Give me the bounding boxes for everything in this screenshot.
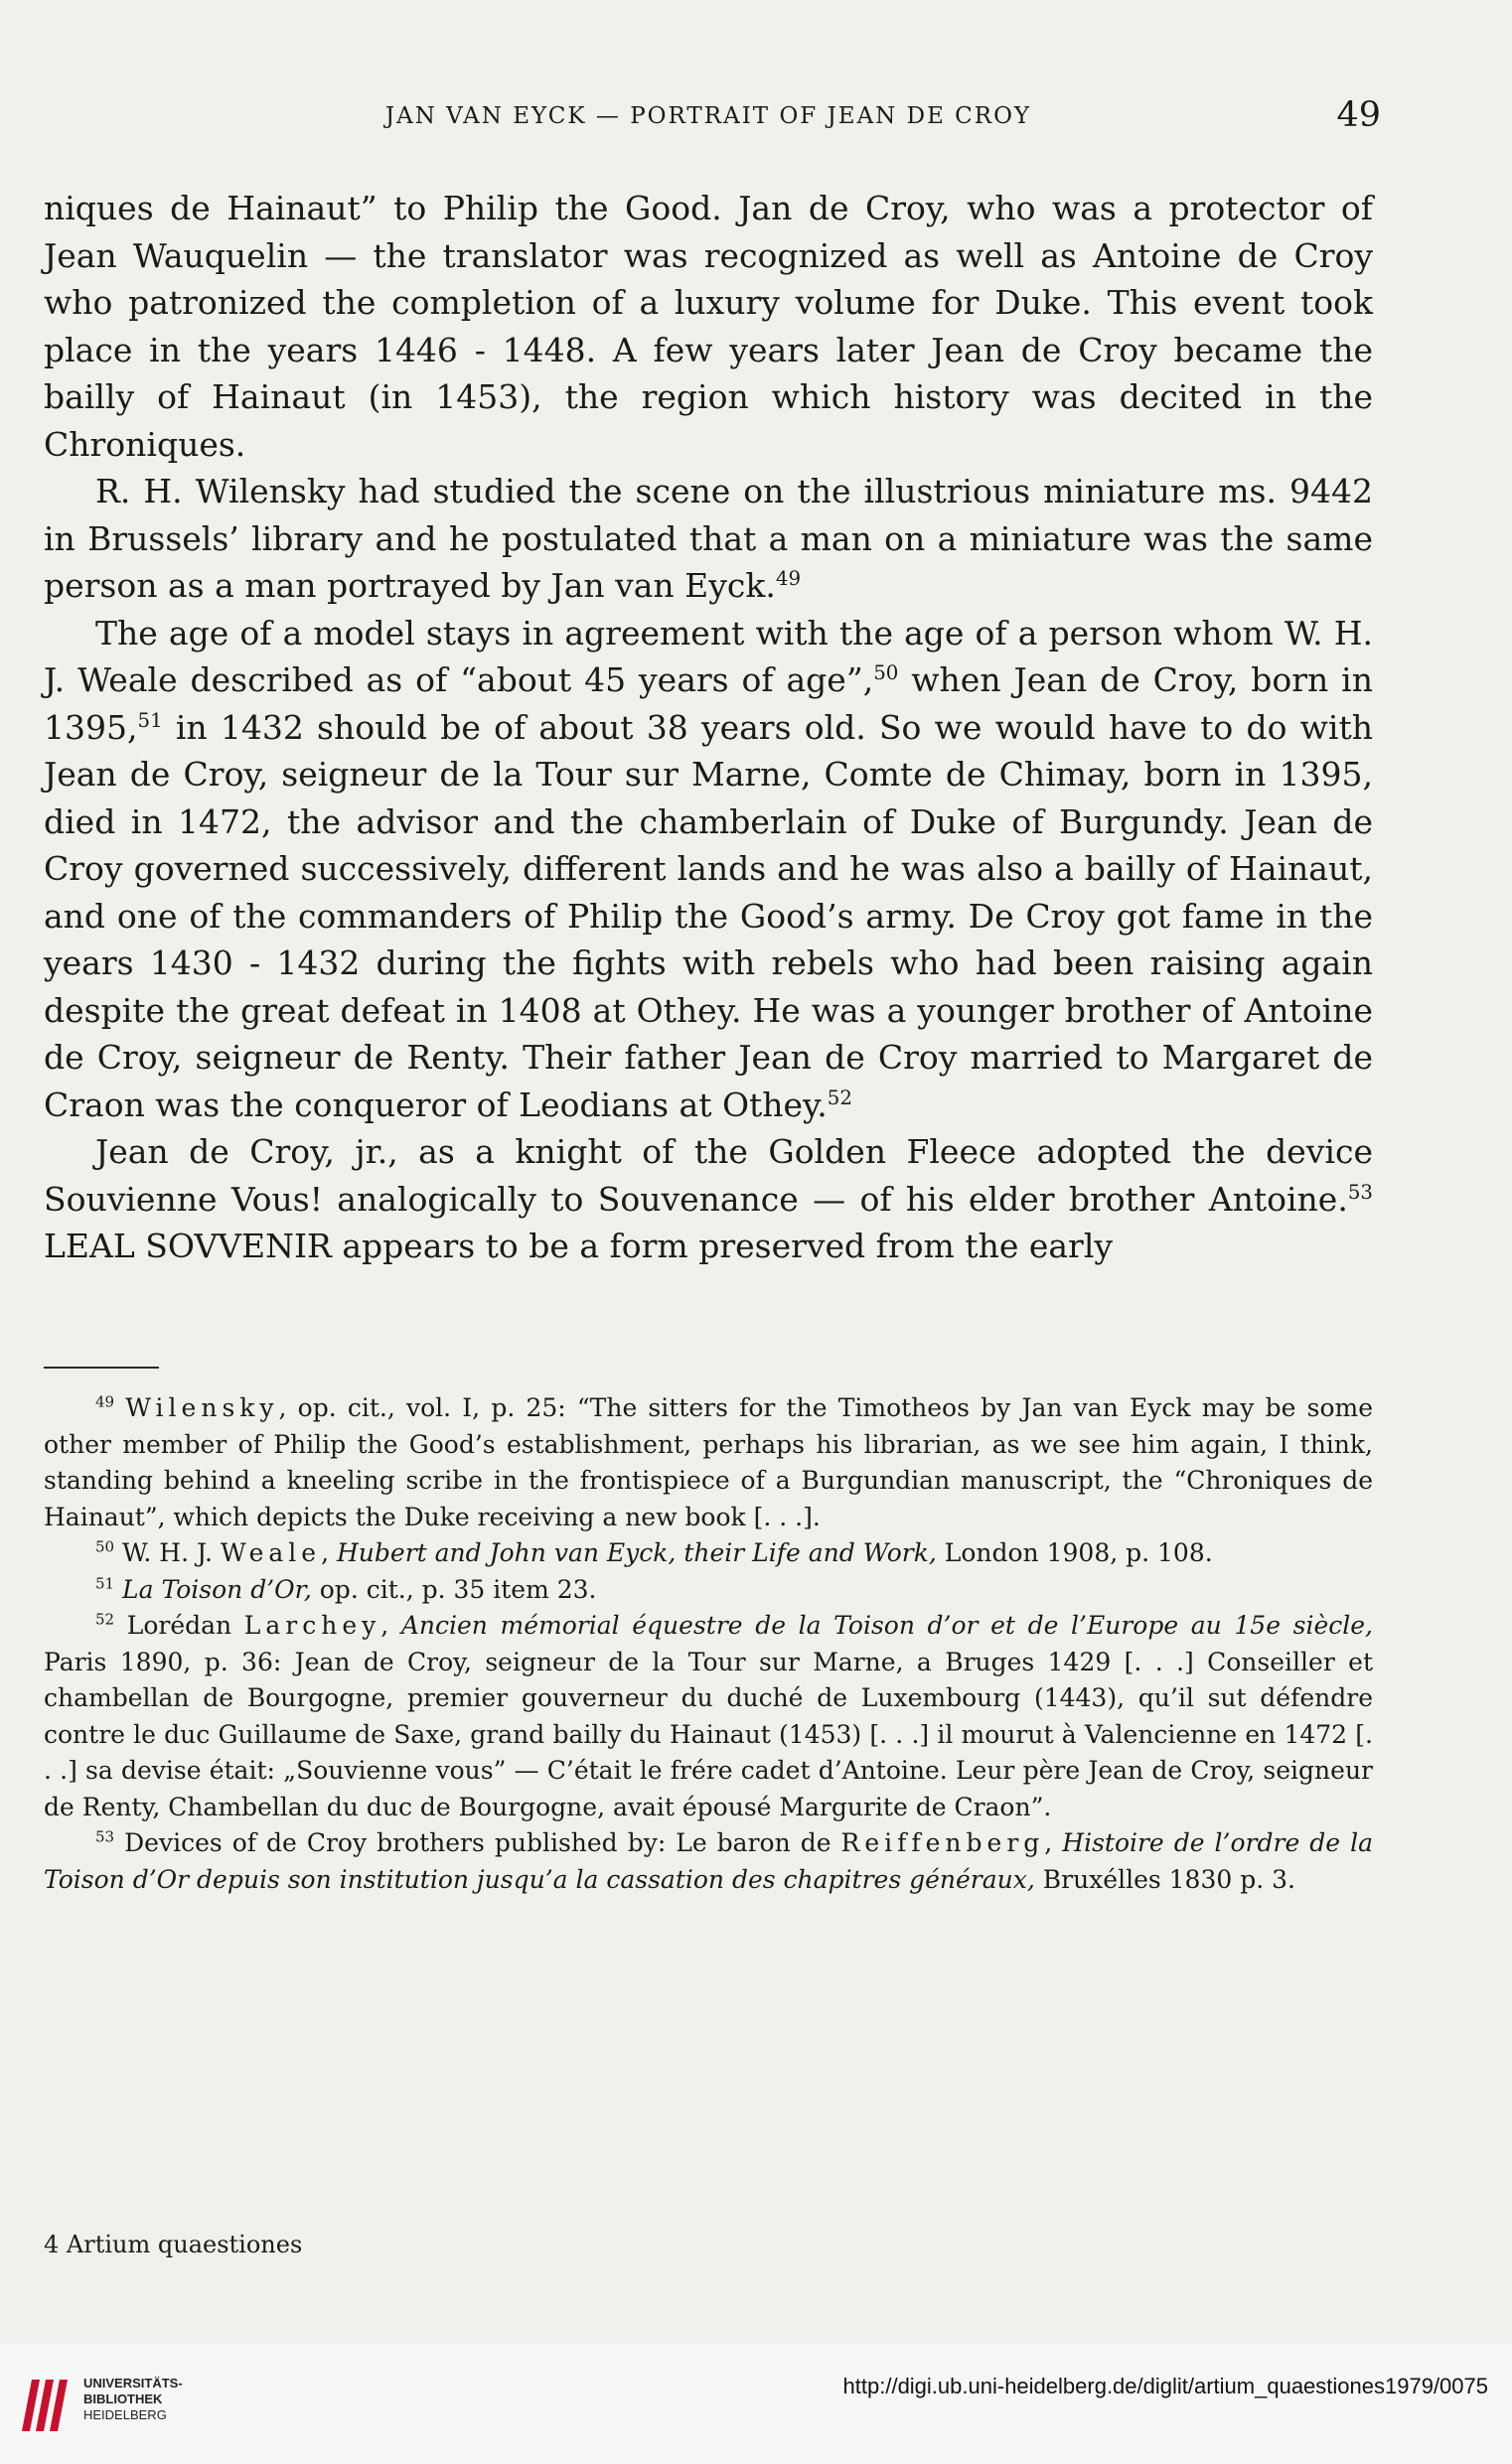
footnote-author: Larchey — [243, 1611, 381, 1640]
footnote-text: op. cit., p. 35 item 23. — [311, 1574, 597, 1604]
footnote-ref-52[interactable]: 52 — [827, 1086, 852, 1109]
footnote-number: 53 — [95, 1827, 115, 1846]
paragraph-1: niques de Hainaut” to Philip the Good. Jan de Croy, who was a protector of Jean Wauquelin — the translator was recognized as well as Antoine de Croy who patronized the completion of a luxury volume for Duke. This event took place in the years 1446 - 1448. A few years later Jean de Croy became the bailly of Hainaut (in 1453), the region which history was decited in the Chroniques. — [44, 189, 1373, 464]
paragraph-3-text-a: The age of a model stays in agreement with the age of a person whom W. H. J. Weale described as of “about 45 years of age”, — [44, 613, 1373, 699]
footnote-text: Bruxélles 1830 p. 3. — [1034, 1864, 1295, 1894]
footnote-number: 52 — [95, 1610, 115, 1629]
footnote-ref-50[interactable]: 50 — [873, 661, 899, 684]
library-name-line-2: BIBLIOTHEK — [83, 2392, 163, 2406]
footnote-ref-49[interactable]: 49 — [775, 567, 802, 590]
footnotes — [44, 1390, 1373, 1898]
footnote-author: Weale — [220, 1538, 322, 1567]
paragraph-3-text-c: in 1432 should be of about 38 years old. So we would have to do with Jean de Croy, seigneur de la Tour sur Marne, Comte de Chimay, born in 1395, died in 1472, the advisor and the chamberlain of Duke of Burgundy. Jean de Croy governed successively, different lands and he was also a bailly of Hainaut, and one of the commanders of Philip the Good’s army. De Croy got fame in the years 1430 - 1432 during the fights with rebels who had been raising again despite the great defeat in 1408 at Othey. He was a younger brother of Antoine de Croy, seigneur de Renty. Their father Jean de Croy married to Margaret de Craon was the conqueror of Leodians at Othey. — [44, 707, 1373, 1124]
footnote-ref-53[interactable]: 53 — [1347, 1180, 1373, 1204]
library-seal-icon — [18, 2372, 70, 2435]
source-url-link[interactable]: http://digi.ub.uni-heidelberg.de/diglit/artium_quaestiones1979/0075 — [842, 2374, 1488, 2398]
footnote-ref-51[interactable]: 51 — [137, 708, 163, 732]
library-name-line-3: HEIDELBERG — [83, 2407, 167, 2422]
digitization-footer — [0, 2344, 1512, 2464]
paragraph-2 — [44, 468, 1373, 610]
paragraph-3-text-b: when Jean de Croy, born in 1395, — [44, 660, 1373, 747]
page-number: 49 — [1336, 95, 1381, 135]
footnote-text: , op. cit., vol. I, p. 25: “The sitters for the Timotheos by Jan van Eyck may be some other member of Philip the Good’s establishment, perhaps his librarian, as we see him again, I think, standing behind a kneeling scribe in the frontispiece of a Burgundian manuscript, the “Chroniques de Hainaut”, which depicts the Duke receiving a new book [. . .]. — [44, 1393, 1373, 1531]
paragraph-4-text-b: LEAL SOVVENIR appears to be a form preserved from the early — [44, 1227, 1114, 1265]
footnote-divider — [44, 1367, 159, 1369]
footnote-title: Histoire de l’ordre de la Toison d’Or depuis son institution jusqu’a la cassation des chapitres généraux, — [44, 1828, 1373, 1894]
footnote-author: Reiffenberg — [840, 1828, 1045, 1857]
body-text — [44, 185, 1373, 1270]
footnote-title: Ancien mémorial équestre de la Toison d’or et de l’Europe au 15e siècle, — [400, 1611, 1373, 1640]
footnote-number: 51 — [95, 1574, 115, 1593]
paragraph-4 — [44, 1128, 1373, 1270]
library-name-line-1: UNIVERSITÄTS- — [83, 2376, 183, 2391]
footnote-52 — [44, 1608, 1373, 1825]
footnote-sep: , — [380, 1611, 401, 1640]
footnote-prefix: W. H. J. — [122, 1538, 221, 1567]
footnote-prefix: Lorédan — [126, 1611, 244, 1640]
paragraph-4-text-a: Jean de Croy, jr., as a knight of the Golden Fleece adopted the device Souvienne Vous! analogically to Souvenance — of his elder brother Antoine. — [44, 1132, 1373, 1219]
footnote-title: La Toison d’Or, — [122, 1574, 312, 1604]
footnote-text: London 1908, p. 108. — [936, 1538, 1213, 1567]
printer-signature: 4 Artium quaestiones — [44, 2231, 303, 2258]
footnote-title: Hubert and John van Eyck, their Life and Work, — [337, 1538, 937, 1567]
footnote-50 — [44, 1535, 1373, 1572]
footnote-53 — [44, 1825, 1373, 1898]
library-name — [83, 2376, 183, 2423]
running-head: JAN VAN EYCK — PORTRAIT OF JEAN DE CROY — [384, 103, 1032, 129]
footnote-49 — [44, 1390, 1373, 1535]
footnote-text: Paris 1890, p. 36: Jean de Croy, seigneur de la Tour sur Marne, a Bruges 1429 [. . .] Conseiller et chambellan de Bourgogne, premier gouverneur du duché de Luxembourg (1443), qu’il sut défendre contre le duc Guillaume de Saxe, grand bailly du Hainaut (1453) [. . .] il mourut à Valencienne en 1472 [. . .] sa devise était: „Souvienne vous” — C’était le frére cadet d’Antoine. Leur père Jean de Croy, seigneur de Renty, Chambellan du duc de Bourgogne, avait épousé Margurite de Craon”. — [44, 1647, 1373, 1821]
paragraph-3 — [44, 610, 1373, 1129]
footnote-number: 50 — [95, 1537, 115, 1556]
footnote-sep: , — [1044, 1828, 1063, 1857]
footnote-author: Wilensky — [125, 1393, 279, 1422]
footnote-sep: , — [321, 1538, 337, 1567]
footnote-51 — [44, 1572, 1373, 1609]
paragraph-2-text: R. H. Wilensky had studied the scene on the illustrious miniature ms. 9442 in Brussels’ library and he postulated that a man on a miniature was the same person as a man portrayed by Jan van Eyck. — [44, 472, 1373, 605]
footnote-number: 49 — [95, 1392, 115, 1411]
footnote-prefix: Devices of de Croy brothers published by: Le baron de — [124, 1828, 841, 1857]
library-logo[interactable] — [18, 2366, 197, 2445]
